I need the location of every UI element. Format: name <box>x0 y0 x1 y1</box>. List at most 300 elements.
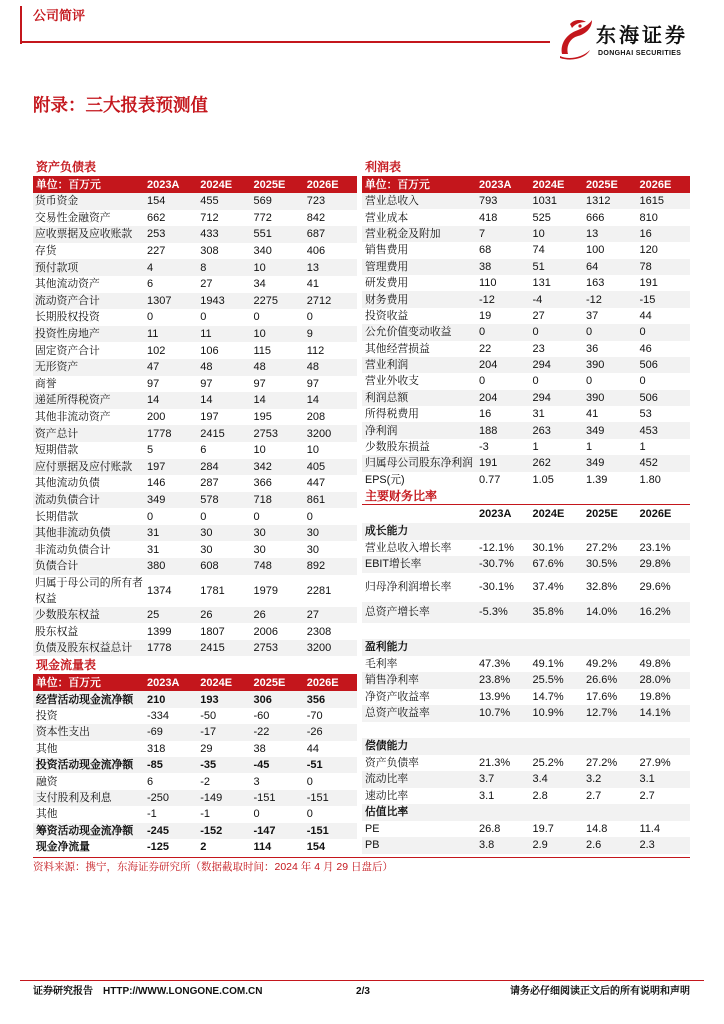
ratios-value-cell: 14.0% <box>586 606 618 619</box>
cash-flow-value-cell: -35 <box>200 759 217 772</box>
ratios-value-cell: 3.1 <box>639 773 655 786</box>
balance-sheet-value-cell: 30 <box>253 543 266 556</box>
ratios-value-cell: 17.6% <box>586 690 618 703</box>
balance-sheet-value-cell: 892 <box>306 560 326 573</box>
cash-flow-value-cell: -125 <box>147 841 170 854</box>
income-statement-row-label: 销售费用 <box>365 244 409 257</box>
ratios-value-cell: 19.8% <box>639 690 671 703</box>
income-statement-row-label: EPS(元) <box>365 473 405 486</box>
income-statement-value-cell: 163 <box>586 277 605 290</box>
balance-sheet-value-cell: 569 <box>253 195 272 208</box>
ratios-empty-cell <box>476 804 530 821</box>
balance-sheet-row-label: 交易性金融资产 <box>35 211 111 224</box>
balance-sheet-row <box>33 541 357 558</box>
balance-sheet-value-cell: 195 <box>253 411 272 424</box>
balance-sheet-row <box>33 376 357 393</box>
balance-sheet-row-label: 长期股权投资 <box>35 311 100 324</box>
cash-flow-row <box>33 741 357 757</box>
balance-sheet-value-cell: 608 <box>200 560 219 573</box>
ratios-empty-cell <box>583 804 637 821</box>
ratios-section-label: 盈利能力 <box>365 641 409 654</box>
cash-flow-row-label: 融资 <box>36 775 58 788</box>
income-statement-row-label: 营业税金及附加 <box>365 227 441 240</box>
balance-sheet-value-cell: 712 <box>200 211 219 224</box>
cash-flow-value-cell: 318 <box>147 742 166 755</box>
income-statement-row <box>362 226 690 242</box>
cash-flow-value-cell: 193 <box>200 693 219 706</box>
cash-flow-row <box>33 773 357 789</box>
income-statement-row-label: 研发费用 <box>365 277 409 290</box>
balance-sheet-value-cell: 1781 <box>200 584 225 597</box>
ratios-value-cell: 2.8 <box>532 789 548 802</box>
ratios-empty-cell <box>530 738 584 755</box>
cash-flow-value-cell: 0 <box>306 775 313 788</box>
ratios-value-cell: 12.7% <box>586 707 618 720</box>
income-statement-value-cell: 64 <box>586 260 599 273</box>
balance-sheet-value-cell: 578 <box>200 493 219 506</box>
cash-flow-table <box>33 674 357 855</box>
balance-sheet-row-label: 投资性房地产 <box>35 328 100 341</box>
balance-sheet-value-cell: 1778 <box>147 427 172 440</box>
balance-sheet-row-label: 其他流动资产 <box>35 278 100 291</box>
income-statement-value-cell: 390 <box>586 359 605 372</box>
cash-flow-unit-header: 单位：百万元 <box>36 676 101 689</box>
balance-sheet-value-cell: 31 <box>147 527 160 540</box>
balance-sheet-row-label: 短期借款 <box>35 444 79 457</box>
balance-sheet-row-label: 归属于母公司的所有者权益 <box>35 576 143 605</box>
ratios-empty-cell <box>476 639 530 656</box>
ratios-value-cell: 25.2% <box>532 756 564 769</box>
balance-sheet-value-cell: 41 <box>306 278 319 291</box>
balance-sheet-value-cell: 97 <box>200 377 213 390</box>
ratios-value-cell: 2.9 <box>532 839 548 852</box>
income-statement-row-label: 所得税费用 <box>365 408 419 421</box>
income-statement-value-cell: 418 <box>479 211 498 224</box>
balance-sheet-value-cell: 30 <box>200 543 213 556</box>
balance-sheet-value-cell: 0 <box>200 311 207 324</box>
ratios-row <box>362 771 690 788</box>
balance-sheet-value-cell: 342 <box>253 460 272 473</box>
income-statement-value-cell: 0 <box>586 326 593 339</box>
balance-sheet-value-cell: 10 <box>253 261 266 274</box>
balance-sheet-value-cell: 253 <box>147 228 166 241</box>
income-statement-value-cell: 131 <box>532 277 551 290</box>
income-statement-value-cell: 53 <box>639 408 652 421</box>
cash-flow-header-row <box>33 674 357 691</box>
balance-sheet-value-cell: 284 <box>200 460 219 473</box>
balance-sheet-value-cell: 9 <box>306 328 313 341</box>
ratios-section-row <box>362 738 690 755</box>
balance-sheet-value-cell: 349 <box>147 493 166 506</box>
ratios-year-header: 2025E <box>586 508 618 521</box>
income-statement-value-cell: 38 <box>479 260 492 273</box>
report-category-label: 公司简评 <box>33 8 86 23</box>
ratios-year-header: 2024E <box>532 508 565 521</box>
income-statement-row <box>362 209 690 225</box>
ratios-value-cell: 14.1% <box>639 707 671 720</box>
ratios-empty-cell <box>637 639 691 656</box>
balance-sheet-value-cell: 200 <box>147 411 166 424</box>
balance-sheet-value-cell: 30 <box>253 527 266 540</box>
cash-flow-value-cell: 114 <box>253 841 272 854</box>
ratios-value-cell: 2.3 <box>639 839 655 852</box>
ratios-blank-row <box>362 623 690 640</box>
ratios-value-cell: 25.5% <box>532 674 564 687</box>
balance-sheet-row <box>33 309 357 326</box>
balance-sheet-value-cell: 842 <box>306 211 326 224</box>
income-statement-value-cell: 0 <box>639 375 646 388</box>
balance-sheet-row <box>33 193 357 210</box>
income-statement-value-cell: 7 <box>479 227 486 240</box>
cash-flow-value-cell: -22 <box>253 726 270 739</box>
balance-sheet-value-cell: 106 <box>200 344 219 357</box>
income-statement-value-cell: 13 <box>586 227 599 240</box>
cash-flow-row-label: 投资活动现金流净额 <box>36 759 134 772</box>
ratios-header-row <box>362 505 690 523</box>
source-divider <box>33 857 690 858</box>
balance-sheet-value-cell: 31 <box>147 543 160 556</box>
balance-sheet-value-cell: 718 <box>253 493 272 506</box>
income-statement-value-cell: 0 <box>532 326 539 339</box>
income-statement-value-cell: 506 <box>639 391 658 404</box>
income-statement-row <box>362 455 690 471</box>
income-statement-row-label: 净利润 <box>365 424 398 437</box>
ratios-empty-cell <box>530 523 584 540</box>
income-statement-value-cell: 120 <box>639 244 658 257</box>
footer-website-link[interactable]: HTTP://WWW.LONGONE.COM.CN <box>103 986 263 997</box>
income-statement-value-cell: 452 <box>639 457 658 470</box>
footer-rule <box>20 980 704 981</box>
ratios-value-cell: 32.8% <box>586 581 618 594</box>
ratios-row-label: 总资产增长率 <box>365 606 430 619</box>
ratios-section-label: 成长能力 <box>365 525 409 538</box>
income-statement-row <box>362 193 690 209</box>
balance-sheet-row <box>33 342 357 359</box>
cash-flow-value-cell: 29 <box>200 742 213 755</box>
balance-sheet-value-cell: 687 <box>306 228 326 241</box>
balance-sheet-table <box>33 176 357 656</box>
balance-sheet-row-label: 负债合计 <box>35 560 79 573</box>
income-statement-value-cell: 263 <box>532 424 551 437</box>
balance-sheet-value-cell: 2275 <box>253 294 278 307</box>
ratios-row <box>362 837 690 854</box>
ratios-section-row <box>362 804 690 821</box>
income-statement-row-label: 营业总收入 <box>365 195 419 208</box>
income-statement-row <box>362 472 690 488</box>
income-statement-value-cell: -15 <box>639 293 656 306</box>
income-statement-row <box>362 308 690 324</box>
balance-sheet-value-cell: 4 <box>147 261 154 274</box>
ratios-value-cell: 11.4 <box>639 822 661 835</box>
cash-flow-value-cell: -151 <box>306 824 329 837</box>
ratios-empty-cell <box>583 523 637 540</box>
balance-sheet-value-cell: 10 <box>306 444 319 457</box>
balance-sheet-row <box>33 640 357 657</box>
cash-flow-value-cell: -51 <box>306 759 323 772</box>
balance-sheet-row <box>33 475 357 492</box>
cash-flow-row <box>33 724 357 740</box>
ratios-value-cell: 29.6% <box>639 581 671 594</box>
balance-sheet-value-cell: 6 <box>147 278 154 291</box>
ratios-value-cell: 27.2% <box>586 756 618 769</box>
ratios-row-label: 毛利率 <box>365 657 398 670</box>
income-statement-row-label: 归属母公司股东净利润 <box>365 457 473 470</box>
ratios-row <box>362 788 690 805</box>
balance-sheet-value-cell: 3200 <box>306 642 332 655</box>
ratios-value-cell: 14.7% <box>532 690 564 703</box>
income-statement-value-cell: 74 <box>532 244 545 257</box>
income-statement-value-cell: 31 <box>532 408 545 421</box>
cash-flow-value-cell: 356 <box>306 693 326 706</box>
ratios-empty-cell <box>530 623 584 640</box>
cash-flow-row-label: 资本性支出 <box>36 726 90 739</box>
income-statement-row <box>362 324 690 340</box>
balance-sheet-value-cell: 14 <box>147 394 160 407</box>
ratios-empty-cell <box>583 623 637 640</box>
income-statement-value-cell: 810 <box>639 211 658 224</box>
balance-sheet-value-cell: 197 <box>200 411 219 424</box>
ratios-row-label: 资产负债率 <box>365 756 419 769</box>
balance-sheet-value-cell: 0 <box>147 311 154 324</box>
balance-sheet-value-cell: 772 <box>253 211 272 224</box>
cash-flow-value-cell: -147 <box>253 824 276 837</box>
balance-sheet-row <box>33 508 357 525</box>
ratios-empty-cell <box>530 722 584 739</box>
income-statement-value-cell: 46 <box>639 342 652 355</box>
income-statement-year-header: 2025E <box>586 178 618 191</box>
right-column <box>362 158 690 854</box>
ratios-row <box>362 755 690 772</box>
ratios-empty-cell <box>362 623 476 640</box>
ratios-empty-cell <box>637 623 691 640</box>
ratios-empty-cell <box>476 523 530 540</box>
balance-sheet-value-cell: 30 <box>200 527 213 540</box>
balance-sheet-value-cell: 6 <box>200 444 207 457</box>
income-statement-value-cell: 0 <box>586 375 593 388</box>
balance-sheet-row <box>33 359 357 376</box>
ratios-value-cell: 49.2% <box>586 657 618 670</box>
income-statement-year-header: 2023A <box>479 178 512 191</box>
balance-sheet-row-label: 无形资产 <box>35 361 79 374</box>
ratios-title: 主要财务比率 <box>362 488 690 505</box>
cash-flow-title: 现金流量表 <box>36 658 97 673</box>
income-statement-value-cell: 1 <box>639 441 646 454</box>
header-accent-bar <box>20 6 22 44</box>
income-statement-value-cell: 191 <box>479 457 498 470</box>
balance-sheet-value-cell: 1807 <box>200 625 225 638</box>
ratios-value-cell: 19.7 <box>532 822 554 835</box>
cash-flow-row-label: 其他 <box>36 742 58 755</box>
ratios-empty-cell <box>530 804 584 821</box>
balance-sheet-row-label: 货币资金 <box>35 195 79 208</box>
balance-sheet-value-cell: 97 <box>253 377 266 390</box>
cash-flow-row <box>33 839 357 855</box>
ratios-value-cell: 27.2% <box>586 541 618 554</box>
cash-flow-row-label: 其他 <box>36 808 58 821</box>
cash-flow-value-cell: 6 <box>147 775 154 788</box>
ratios-value-cell: 16.2% <box>639 606 671 619</box>
balance-sheet-value-cell: 551 <box>253 228 272 241</box>
ratios-row <box>362 556 690 573</box>
left-column <box>33 158 357 855</box>
income-statement-unit-header: 单位：百万元 <box>365 178 430 191</box>
cash-flow-value-cell: -45 <box>253 759 270 772</box>
ratios-value-cell: 10.9% <box>532 707 564 720</box>
cash-flow-value-cell: 154 <box>306 841 326 854</box>
ratios-empty-cell <box>583 639 637 656</box>
balance-sheet-value-cell: 861 <box>306 493 326 506</box>
income-statement-row-label: 少数股东损益 <box>365 441 430 454</box>
income-statement-row <box>362 291 690 307</box>
income-statement-row <box>362 422 690 438</box>
footer-disclaimer: 请务必仔细阅读正文后的所有说明和声明 <box>510 986 690 997</box>
balance-sheet-value-cell: 10 <box>253 328 266 341</box>
ratios-empty-cell <box>476 738 530 755</box>
cash-flow-value-cell: -149 <box>200 791 223 804</box>
balance-sheet-value-cell: 27 <box>306 608 319 621</box>
income-statement-row-label: 投资收益 <box>365 309 409 322</box>
income-statement-row-label: 财务费用 <box>365 293 409 306</box>
ratios-row-label: 流动比率 <box>365 773 409 786</box>
income-statement-year-header: 2024E <box>532 178 565 191</box>
ratios-value-cell: 23.8% <box>479 674 511 687</box>
balance-sheet-row-label: 资产总计 <box>35 427 79 440</box>
balance-sheet-row <box>33 575 357 607</box>
ratios-value-cell: 30.1% <box>532 541 564 554</box>
balance-sheet-row <box>33 326 357 343</box>
income-statement-value-cell: 100 <box>586 244 605 257</box>
income-statement-row <box>362 390 690 406</box>
income-statement-value-cell: 666 <box>586 211 605 224</box>
ratios-row <box>362 705 690 722</box>
balance-sheet-row-label: 存货 <box>35 245 57 258</box>
balance-sheet-row <box>33 607 357 624</box>
balance-sheet-value-cell: 14 <box>253 394 266 407</box>
ratios-row <box>362 573 690 602</box>
cash-flow-value-cell: 38 <box>253 742 266 755</box>
income-statement-value-cell: 793 <box>479 195 498 208</box>
cash-flow-row <box>33 790 357 806</box>
balance-sheet-value-cell: 1399 <box>147 625 172 638</box>
ratios-value-cell: 21.3% <box>479 756 511 769</box>
income-statement-year-header: 2026E <box>639 178 672 191</box>
ratios-row-label: 销售净利率 <box>365 674 419 687</box>
balance-sheet-row <box>33 442 357 459</box>
balance-sheet-value-cell: 97 <box>147 377 160 390</box>
balance-sheet-value-cell: 3200 <box>306 427 332 440</box>
balance-sheet-header-row <box>33 176 357 193</box>
balance-sheet-value-cell: 2753 <box>253 427 278 440</box>
balance-sheet-value-cell: 1979 <box>253 584 278 597</box>
balance-sheet-value-cell: 2006 <box>253 625 278 638</box>
balance-sheet-row <box>33 425 357 442</box>
balance-sheet-value-cell: 197 <box>147 460 166 473</box>
balance-sheet-value-cell: 1374 <box>147 584 172 597</box>
balance-sheet-row-label: 非流动负债合计 <box>35 543 111 556</box>
income-statement-value-cell: 1.80 <box>639 473 661 486</box>
balance-sheet-row <box>33 409 357 426</box>
balance-sheet-value-cell: 1307 <box>147 294 172 307</box>
balance-sheet-value-cell: 0 <box>306 510 313 523</box>
ratios-row-label: 归母净利润增长率 <box>365 581 452 594</box>
balance-sheet-row-label: 其他非流动负债 <box>35 527 111 540</box>
income-statement-title: 利润表 <box>365 160 402 174</box>
income-statement-row <box>362 357 690 373</box>
balance-sheet-value-cell: 366 <box>253 477 272 490</box>
cash-flow-value-cell: -26 <box>306 726 323 739</box>
ratios-value-cell: 49.8% <box>639 657 671 670</box>
balance-sheet-row-label: 长期借款 <box>35 510 79 523</box>
income-statement-row-label: 管理费用 <box>365 260 409 273</box>
cash-flow-row-label: 支付股利及利息 <box>36 791 112 804</box>
balance-sheet-row <box>33 558 357 575</box>
balance-sheet-value-cell: 1778 <box>147 642 172 655</box>
header-rule <box>20 41 550 43</box>
balance-sheet-value-cell: 5 <box>147 444 154 457</box>
balance-sheet-value-cell: 308 <box>200 245 219 258</box>
income-statement-row <box>362 242 690 258</box>
ratios-value-cell: 28.0% <box>639 674 671 687</box>
balance-sheet-value-cell: 146 <box>147 477 166 490</box>
cash-flow-value-cell: -152 <box>200 824 223 837</box>
balance-sheet-year-header: 2024E <box>200 178 233 191</box>
income-statement-value-cell: 16 <box>479 408 492 421</box>
income-statement-value-cell: -4 <box>532 293 543 306</box>
income-statement-value-cell: 453 <box>639 424 658 437</box>
cash-flow-row-label: 经营活动现金流净额 <box>36 693 134 706</box>
ratios-row-label: PE <box>365 822 380 835</box>
cash-flow-value-cell: -60 <box>253 710 270 723</box>
income-statement-value-cell: 0.77 <box>479 473 501 486</box>
balance-sheet-value-cell: 2712 <box>306 294 332 307</box>
balance-sheet-value-cell: 30 <box>306 543 319 556</box>
income-statement-row <box>362 259 690 275</box>
cash-flow-value-cell: 0 <box>306 808 313 821</box>
balance-sheet-value-cell: 380 <box>147 560 166 573</box>
ratios-value-cell: 2.6 <box>586 839 602 852</box>
balance-sheet-value-cell: 25 <box>147 608 160 621</box>
income-statement-row <box>362 275 690 291</box>
ratios-value-cell: 3.1 <box>479 789 495 802</box>
balance-sheet-value-cell: 14 <box>200 394 213 407</box>
balance-sheet-value-cell: 27 <box>200 278 213 291</box>
income-statement-value-cell: 294 <box>532 359 551 372</box>
company-logo <box>556 18 696 60</box>
income-statement-row-label: 营业利润 <box>365 359 409 372</box>
cash-flow-year-header: 2026E <box>306 676 339 689</box>
balance-sheet-value-cell: 48 <box>306 361 319 374</box>
balance-sheet-value-cell: 102 <box>147 344 166 357</box>
cash-flow-row-label: 现金净流量 <box>36 841 90 854</box>
balance-sheet-value-cell: 455 <box>200 195 219 208</box>
cash-flow-value-cell: 3 <box>253 775 260 788</box>
balance-sheet-value-cell: 112 <box>306 344 325 357</box>
income-statement-value-cell: -3 <box>479 441 489 454</box>
donghai-logo-mark-icon <box>556 18 594 60</box>
ratios-row <box>362 821 690 838</box>
balance-sheet-year-header: 2026E <box>306 178 339 191</box>
source-note: 资料来源：携宁，东海证券研究所（数据截取时间：2024 年 4 月 29 日盘后） <box>33 861 393 873</box>
ratios-value-cell: 37.4% <box>532 581 564 594</box>
income-statement-value-cell: 110 <box>479 277 497 290</box>
balance-sheet-value-cell: 47 <box>147 361 160 374</box>
cash-flow-row <box>33 691 357 707</box>
income-statement-row-label: 其他经营损益 <box>365 342 430 355</box>
cash-flow-value-cell: -2 <box>200 775 211 788</box>
ratios-section-row <box>362 523 690 540</box>
balance-sheet-year-header: 2023A <box>147 178 180 191</box>
ratios-value-cell: 2.7 <box>586 789 602 802</box>
